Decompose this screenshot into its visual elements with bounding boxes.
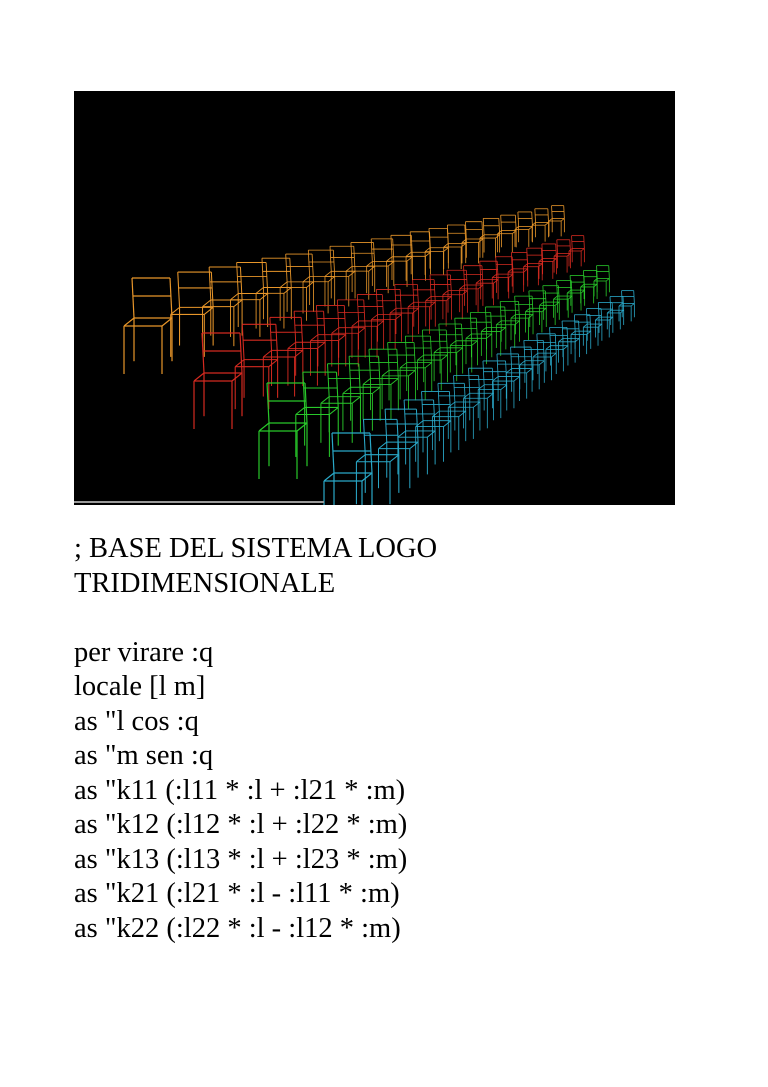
chair-wireframe (476, 261, 498, 305)
code-line: locale [l m] (74, 671, 206, 702)
code-line: as "l cos :q (74, 705, 199, 737)
chair-wireframe (444, 225, 466, 269)
code-line: as "k22 (:l22 * :l - :l12 * :m) (74, 912, 401, 944)
chair-wireframe (417, 330, 447, 390)
chair-wireframe (492, 257, 513, 299)
chairs-wireframe-image (74, 91, 675, 505)
chair-wireframe (356, 419, 398, 504)
chair-wireframe (311, 305, 346, 375)
document-body (74, 532, 734, 946)
chair-wireframe (443, 270, 467, 319)
blank-line (74, 601, 734, 636)
heading-line-1: ; BASE DEL SISTEMA LOGO (74, 533, 438, 564)
chair-wireframe (466, 313, 492, 365)
chair-wireframe (371, 289, 401, 349)
chair-wireframe (352, 295, 384, 358)
chair-wireframe (382, 343, 415, 410)
chair-wireframe (515, 212, 532, 247)
heading-line-2: TRIDIMENSIONALE (74, 567, 336, 599)
chair-wireframe (321, 364, 361, 443)
chair-wireframe (406, 232, 430, 281)
chair-wireframe (259, 383, 307, 479)
code-line: as "k13 (:l13 * :l + :l23 * :m) (74, 843, 408, 875)
chair-wireframe (524, 248, 543, 285)
chair-wireframe (607, 297, 623, 330)
chair-wireframe (425, 228, 448, 274)
chair-wireframe (619, 291, 634, 322)
window-edge-strip (74, 501, 324, 503)
chair-wireframe (496, 302, 519, 348)
code-line: as "k21 (:l21 * :l - :l11 * :m) (74, 878, 400, 909)
chair-wireframe (498, 215, 517, 252)
chair-wireframe (549, 206, 564, 237)
render-figure (74, 91, 675, 505)
code-line: per virare :q (74, 636, 214, 668)
chair-wireframe (569, 236, 584, 267)
chair-wireframe (171, 272, 213, 357)
code-line: as "k12 (:l12 * :l + :l22 * :m) (74, 809, 408, 840)
chair-wireframe (390, 284, 419, 341)
code-line: as "k11 (:l11 * :l + :l21 * :m) (74, 774, 406, 806)
chair-wireframe (288, 311, 325, 385)
chair-wireframe (434, 324, 463, 381)
chair-wireframe (124, 278, 172, 374)
chair-wireframe (553, 281, 572, 318)
chair-wireframe (203, 267, 243, 346)
chair-wireframe (508, 252, 528, 291)
chair-wireframe (387, 235, 413, 287)
chair-wireframe (400, 336, 432, 399)
chair-wireframe (481, 307, 505, 356)
chair-wireframe (460, 266, 483, 312)
chair-wireframe (450, 318, 477, 372)
chair-wireframe (532, 209, 548, 242)
chair-wireframe (540, 286, 560, 325)
code-line: as "m sen :q (74, 740, 214, 771)
